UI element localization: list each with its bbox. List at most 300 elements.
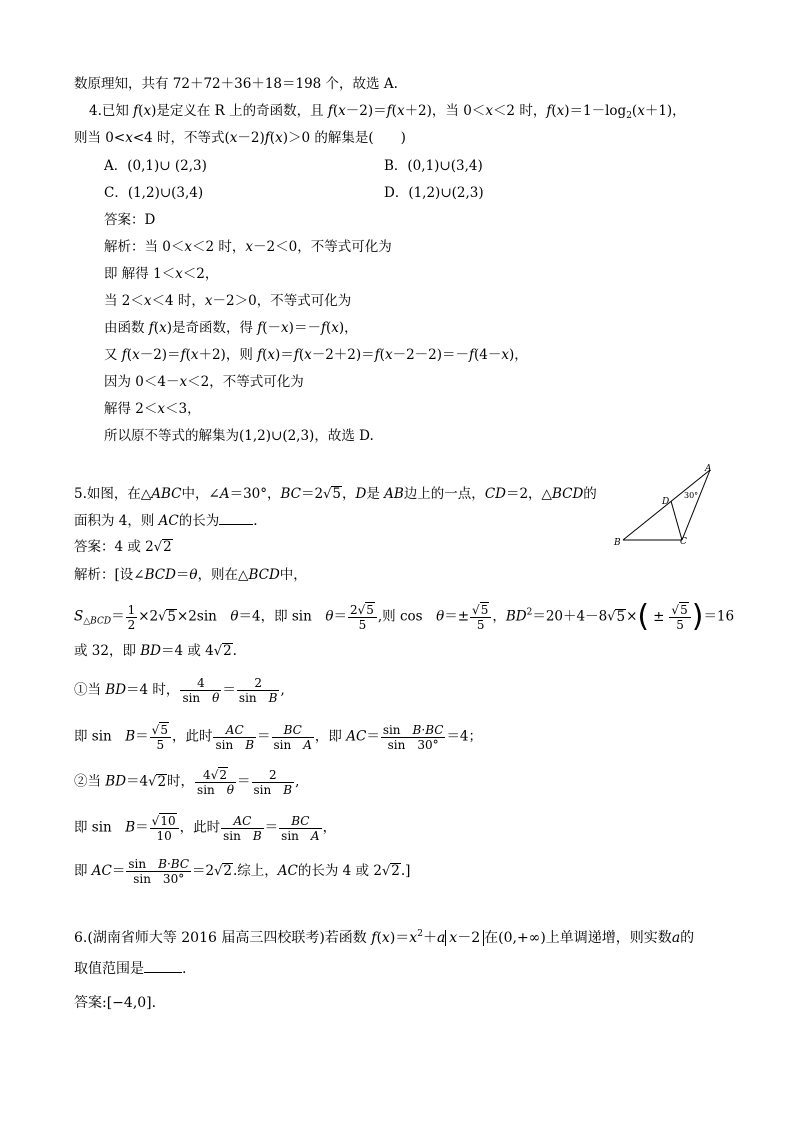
var-x: x [132, 347, 140, 363]
q4-solution-line5 [104, 345, 528, 365]
var-b: B [252, 828, 262, 843]
sqrt-arg: 2 [157, 773, 167, 790]
var-x: x [449, 930, 458, 946]
q4-option-a: A．(0,1)∪ (2,3) [104, 158, 207, 174]
text: ＝4 时， [126, 682, 180, 698]
q5-solution-line2 [74, 599, 735, 634]
numerator: √5 [669, 602, 690, 618]
segment-bc: BC [425, 722, 444, 737]
text: ＜3， [165, 401, 201, 417]
denominator [237, 691, 280, 705]
text: sin [253, 782, 284, 797]
fraction [150, 722, 171, 752]
q4-solution-line4 [104, 318, 358, 338]
text: )＝ [389, 930, 410, 946]
text: sin [273, 737, 304, 752]
text: ＝2，△ [505, 486, 552, 502]
text: · [166, 857, 171, 871]
text: sin [238, 691, 269, 705]
text: )＝－ [288, 320, 321, 336]
text: 的长为 4 或 2 [297, 863, 382, 879]
sqrt-arg: 2 [163, 539, 172, 555]
var-f: f [374, 347, 380, 363]
var-f: f [386, 103, 392, 119]
var-s: S [74, 608, 84, 625]
text: ＋ [422, 930, 437, 946]
segment-bd: BD [140, 643, 162, 659]
text: ＝20＋4－8 [532, 608, 608, 625]
text: ＝ [257, 728, 271, 745]
var-f: f [121, 347, 127, 363]
radical-sign: √ [158, 609, 167, 625]
var-x: x [175, 266, 183, 282]
fraction [213, 723, 256, 752]
text: 的 [583, 486, 597, 502]
segment-ac: AC [91, 863, 112, 879]
label-d: D [662, 497, 670, 507]
text: ＝± [444, 608, 470, 625]
text: 时， [167, 773, 195, 790]
radical-sign: √ [607, 609, 616, 625]
angle-bcd: BCD [144, 567, 176, 583]
text: ， [492, 608, 506, 625]
q6-stem-line2 [74, 958, 186, 979]
text: ( [332, 103, 339, 119]
var-b: B [245, 737, 255, 752]
var-theta: θ [226, 783, 234, 797]
text: ＝ [111, 863, 126, 879]
var-a: A [219, 486, 230, 502]
text: －2＜0，不等式可化为 [253, 239, 392, 255]
var-theta: θ [230, 608, 239, 625]
numerator: AC [221, 814, 264, 829]
q5-solution-line4 [74, 676, 285, 705]
var-a: A [303, 737, 312, 752]
text: 解析：[设∠ [74, 567, 145, 583]
text: 则当 0< [74, 130, 126, 146]
numerator: 4 [180, 676, 221, 691]
q5-stem-line1 [74, 484, 597, 505]
q4-solution-line7 [104, 399, 201, 419]
var-x: x [204, 293, 213, 309]
text: ×2sin [177, 608, 231, 625]
text: )是奇函数，得 [166, 320, 258, 336]
fraction [195, 767, 236, 797]
text: ( [185, 347, 191, 363]
text: －2 [457, 930, 481, 946]
text: , [280, 682, 285, 698]
denominator [279, 829, 321, 843]
text: . [232, 643, 237, 659]
text: ± [653, 608, 665, 625]
segment-cd-line [671, 501, 682, 540]
text: ( [262, 347, 268, 363]
text: ( [551, 103, 557, 119]
text: ＜2 时， [492, 103, 547, 119]
text: ＜4 时， [151, 293, 205, 309]
exponent: 2 [526, 607, 533, 618]
var-x: x [245, 239, 254, 255]
text: (4－ [474, 347, 502, 363]
var-x: x [331, 320, 339, 336]
q4-option-d: D．(1,2)∪(2,3) [384, 185, 484, 201]
text: × [626, 608, 638, 625]
text: 在(0,+∞)上单调递增，则实数 [484, 930, 672, 946]
sqrt-arg: 2 [223, 643, 232, 659]
q5-solution-line3 [74, 641, 237, 662]
denominator: 5 [676, 618, 684, 632]
var-f: f [546, 103, 552, 119]
fraction [470, 602, 491, 632]
text: ＝4； [446, 728, 483, 745]
text: ( [126, 347, 133, 363]
sqrt-arg: 2 [391, 863, 400, 879]
q4-option-b: B．(0,1)∪(3,4) [384, 158, 483, 174]
text: －2) [237, 130, 265, 146]
var-x: x [184, 239, 193, 255]
text: ＝4，即 sin [238, 608, 326, 625]
text: 的长为 [178, 513, 220, 529]
denominator: 5 [358, 618, 367, 632]
q5-solution-line7 [74, 813, 336, 843]
denominator [180, 691, 221, 705]
var-x: x [281, 320, 289, 336]
absolute-value [445, 930, 484, 946]
numerator [381, 723, 446, 738]
text: ＝ [135, 819, 149, 836]
var-theta: θ [212, 691, 220, 705]
fraction [279, 814, 321, 843]
segment-ac: AC [277, 863, 298, 879]
segment-ab: AB [384, 486, 404, 502]
var-x: x [159, 320, 167, 336]
text: －2＋2)＝ [311, 347, 375, 363]
text: ②当 [74, 773, 106, 790]
text: 即 sin [74, 728, 126, 745]
fraction [237, 676, 280, 705]
q4-solution-line1 [104, 237, 392, 257]
var-x: x [143, 293, 152, 309]
denominator: 10 [156, 829, 172, 843]
triangle-bcd: BCD [248, 567, 280, 583]
text: 4 [203, 768, 211, 782]
text: )＞0 的解集是( ) [282, 130, 406, 146]
sqrt-arg: 5 [680, 603, 688, 617]
var-x: x [229, 130, 238, 146]
var-theta: θ [189, 567, 198, 583]
sqrt-arg: 5 [480, 603, 489, 617]
triangle-figure [608, 460, 728, 550]
text: 即 解得 1＜ [104, 266, 176, 282]
q6-answer: 答案:[−4,0]. [74, 995, 157, 1011]
var-f: f [320, 320, 326, 336]
denominator [221, 829, 264, 843]
log-base: 2 [626, 111, 632, 121]
text: ＝ [264, 819, 279, 836]
text: 面积为 4，则 [74, 513, 159, 529]
var-f: f [257, 347, 263, 363]
text: ＝ [237, 773, 251, 790]
text: ( [379, 347, 385, 363]
numerator [126, 857, 191, 872]
var-x: x [179, 374, 188, 390]
text: －2)＝ [139, 347, 181, 363]
exponent: 2 [417, 929, 423, 939]
text: 又 [104, 347, 122, 363]
text: 2 [349, 603, 358, 617]
text: ＜2，不等式可化为 [187, 374, 304, 390]
var-x: x [190, 347, 199, 363]
var-x: x [396, 103, 405, 119]
text: ＝ [333, 608, 347, 625]
numerator: 4√2 [195, 767, 236, 783]
q5-solution-line8 [74, 857, 410, 886]
sqrt-arg: 2 [219, 768, 227, 782]
text: 或 32，即 [74, 643, 141, 659]
text: ＝2 [192, 863, 215, 879]
text: ＝ [175, 567, 190, 583]
denominator [272, 738, 314, 752]
fraction [126, 857, 191, 886]
text: )是定义在 R 上的奇函数，且 [151, 103, 328, 119]
text: 答案：4 或 2 [74, 539, 154, 555]
numerator: 2√5 [348, 602, 377, 618]
text: .综上， [233, 863, 278, 879]
sqrt-arg: 10 [160, 814, 176, 828]
fraction [180, 676, 221, 705]
text: ，则在△ [197, 567, 249, 583]
text: ＝30°， [229, 486, 281, 502]
text: 当 2＜ [104, 293, 144, 309]
fraction [348, 602, 377, 632]
var-x: x [384, 347, 393, 363]
numerator: √10 [150, 813, 179, 829]
text: 即 [74, 863, 92, 879]
numerator: 2 [252, 768, 295, 783]
text: ，此时 [179, 819, 221, 836]
radical-sign: √ [148, 774, 157, 790]
text: ， [342, 486, 356, 502]
radical-sign: √ [323, 487, 332, 502]
text: 解析：当 0＜ [104, 239, 185, 255]
text: sin [382, 722, 413, 737]
sqrt-arg: 5 [366, 603, 374, 617]
sqrt-arg: 5 [332, 486, 342, 502]
var-x: x [409, 930, 418, 946]
segment-bc: BC [280, 486, 302, 502]
text: －2－2)＝－ [392, 347, 470, 363]
radical-sign: √ [214, 864, 223, 879]
text: sin [182, 691, 213, 705]
var-x: x [338, 103, 346, 119]
text: ( [325, 320, 332, 336]
text: sin [128, 857, 159, 871]
text: )＝ [275, 347, 294, 363]
text: ( [138, 103, 144, 119]
sqrt-arg: 5 [616, 608, 626, 625]
carryover-line: 数原理知，共有 72＋72＋36＋18＝198 个，故选 A. [74, 76, 398, 92]
sub: △ [83, 616, 91, 627]
text: . [182, 961, 187, 977]
segment-bc: BC [170, 857, 190, 871]
text: )＝1－log [564, 103, 627, 119]
label-c: C [680, 537, 687, 547]
text: ＝16 [703, 608, 735, 625]
var-f: f [469, 347, 475, 363]
answer-blank [144, 958, 182, 973]
text: 5.如图，在△ [74, 486, 152, 502]
var-f: f [264, 130, 270, 146]
text: .] [400, 863, 411, 879]
q5-answer [74, 537, 173, 558]
q4-solution-line6 [104, 372, 304, 392]
denominator: sin 30° [387, 737, 439, 752]
text: ＋2)，当 0＜ [404, 103, 486, 119]
radical-sign: √ [381, 864, 391, 879]
q4-solution-line8: 所以原不等式的解集为(1,2)∪(2,3)，故选 D. [104, 428, 374, 444]
text: ,则 cos [377, 608, 437, 625]
text: 解得 2＜ [104, 401, 158, 417]
q4-solution-line2 [104, 264, 218, 284]
text: ＝ [366, 728, 380, 745]
text: ＋2)，则 [198, 347, 258, 363]
text: 中，∠ [181, 486, 220, 502]
text: ， [322, 819, 337, 836]
text: · [421, 722, 426, 737]
text: ＜2， [182, 266, 219, 282]
text: . [253, 513, 258, 529]
text: 取值范围是 [74, 961, 144, 977]
text: ( [376, 930, 382, 946]
var-b: B [283, 782, 293, 797]
var-f: f [257, 320, 263, 336]
text: 即 sin [74, 819, 126, 836]
denominator [213, 738, 256, 752]
denominator [195, 783, 236, 797]
text: sin [223, 828, 253, 843]
var-a: a [436, 930, 446, 946]
var-b: B [268, 691, 278, 705]
text: 是 [366, 486, 385, 502]
text: 的 [680, 930, 695, 946]
fraction [669, 602, 690, 632]
numerator: √5 [470, 602, 491, 618]
label-b: B [614, 538, 621, 548]
segment-bd: BD [105, 682, 127, 698]
var-b: B [125, 819, 136, 836]
var-f: f [327, 103, 333, 119]
denominator: 5 [476, 618, 485, 632]
text: ＜2 时， [192, 239, 246, 255]
point-d: D [355, 486, 367, 502]
segment-cd: CD [484, 486, 506, 502]
var-x: x [637, 103, 645, 119]
var-b: B [412, 722, 422, 737]
text: 由函数 [104, 320, 149, 336]
triangle-abc: ABC [151, 486, 182, 502]
text: ＝4 [126, 773, 149, 790]
var-f: f [371, 930, 377, 946]
text: ( [269, 130, 276, 146]
q5-solution-line5 [74, 722, 482, 752]
var-x: x [125, 130, 133, 146]
var-x: x [556, 103, 565, 119]
var-x: x [143, 103, 152, 119]
fraction [272, 723, 314, 752]
var-x: x [381, 930, 390, 946]
text: sin [215, 737, 246, 752]
numerator: BC [279, 814, 321, 829]
fraction [252, 768, 295, 797]
var-x: x [304, 347, 312, 363]
var-b: B [125, 728, 136, 745]
var-x: x [267, 347, 276, 363]
var-f: f [293, 347, 299, 363]
text: 因为 0＜4－ [104, 374, 180, 390]
text: , [295, 773, 300, 790]
text: ＝2 [301, 486, 324, 502]
answer-blank [219, 510, 253, 525]
fraction [381, 723, 446, 752]
text: －2)＝ [345, 103, 387, 119]
var-a: a [671, 930, 681, 946]
var-x: x [501, 347, 510, 363]
text: ( [631, 103, 638, 119]
q4-solution-line3 [104, 291, 351, 311]
fraction [221, 814, 264, 843]
text: (－ [262, 320, 282, 336]
numerator: 1 [127, 602, 136, 617]
q5-solution-line1 [74, 565, 307, 585]
text: ＝ [222, 682, 236, 698]
numerator: 2 [237, 676, 280, 691]
sqrt-arg: 5 [160, 723, 168, 737]
denominator [252, 783, 295, 797]
label-a: A [705, 464, 712, 474]
numerator: BC [272, 723, 314, 738]
sqrt-arg: 2 [223, 863, 232, 879]
radical-sign: √ [213, 644, 223, 659]
text: 边上的一点， [403, 486, 485, 502]
right-paren: ) [691, 599, 704, 634]
segment-ac: AC [158, 513, 179, 529]
var-a: A [310, 828, 320, 843]
var-theta: θ [436, 608, 445, 625]
text: 6.(湖南省师大等 2016 届高三四校联考)若函数 [74, 930, 372, 946]
text: ，此时 [171, 728, 213, 745]
q4-option-c: C．(1,2)∪(3,4) [104, 185, 204, 201]
text: ×2 [138, 608, 159, 625]
var-b: B [158, 857, 167, 871]
q5-solution-line6 [74, 767, 299, 797]
text: ＝ [135, 728, 149, 745]
sqrt-arg: 5 [167, 608, 176, 625]
denominator: 2 [127, 617, 136, 632]
text: ＝ [111, 608, 125, 625]
numerator: √5 [150, 722, 171, 738]
fraction [126, 603, 138, 632]
text: ( [153, 320, 160, 336]
var-theta: θ [325, 608, 334, 625]
var-x: x [275, 130, 283, 146]
text: －2＞0，不等式可化为 [212, 293, 352, 309]
text: 中， [279, 567, 307, 583]
text: ＋1)， [644, 103, 686, 119]
segment-ac-line [682, 470, 710, 540]
segment-ac: AC [346, 728, 367, 745]
text: ①当 [74, 682, 106, 698]
sub: BCD [90, 616, 112, 627]
